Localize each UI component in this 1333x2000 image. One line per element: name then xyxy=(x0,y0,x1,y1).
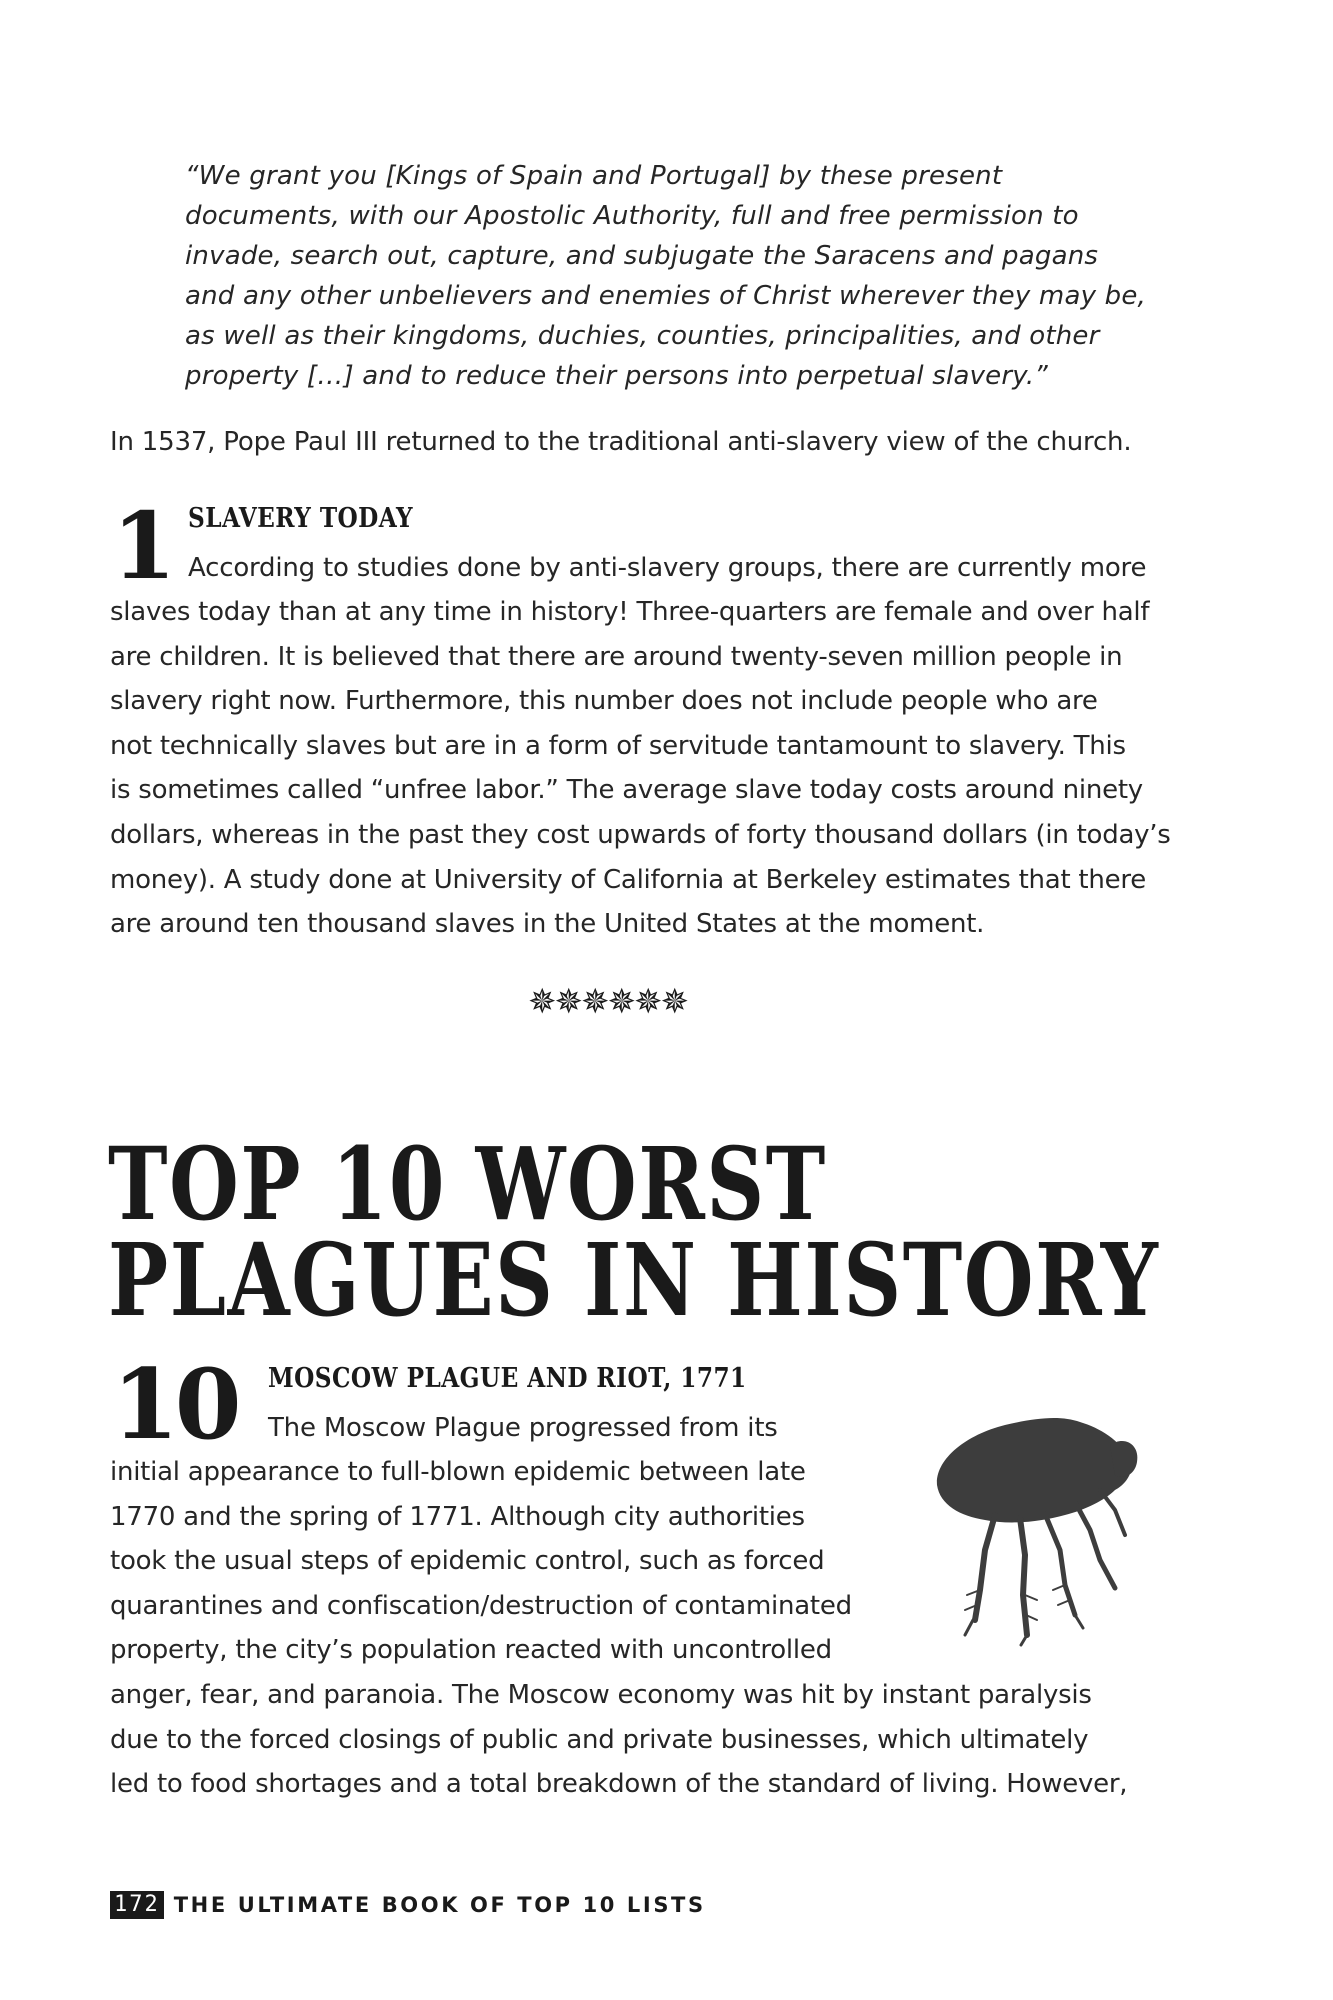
page-footer xyxy=(110,1890,706,1920)
quote-line: invade, search out, capture, and subjugate the Saracens and pagans xyxy=(185,241,1099,271)
entry-body xyxy=(110,590,1171,947)
body-line: are children. It is believed that there are around twenty-seven million people in xyxy=(110,641,1123,672)
entry-heading: SLAVERY TODAY xyxy=(188,503,414,534)
body-line: is sometimes called “unfree labor.” The average slave today costs around ninety xyxy=(110,775,1143,806)
body-line: anger, fear, and paranoia. The Moscow economy was hit by instant paralysis xyxy=(110,1680,1092,1710)
quote-line: and any other unbelievers and enemies of Christ wherever they may be, xyxy=(185,281,1146,311)
quote-line: as well as their kingdoms, duchies, counties, principalities, and other xyxy=(185,321,1100,351)
body-line: slaves today than at any time in history! Three-quarters are female and over half xyxy=(110,597,1150,627)
entry-number-dropcap: 1 xyxy=(112,492,177,600)
closing-paragraph: In 1537, Pope Paul III returned to the traditional anti-slavery view of the church. xyxy=(110,427,1132,457)
entry-heading: MOSCOW PLAGUE AND RIOT, 1771 xyxy=(268,1363,747,1394)
body-line: led to food shortages and a total breakdown of the standard of living. However, xyxy=(110,1769,1128,1800)
body-line: property, the city’s population reacted with uncontrolled xyxy=(110,1635,832,1666)
section-ornament: ✵✵✵✵✵✵ xyxy=(528,982,687,1022)
entry-first-line: According to studies done by anti-slavery groups, there are currently more xyxy=(188,553,1147,583)
quote-line: property […] and to reduce their persons into perpetual slavery.” xyxy=(185,361,1048,391)
entry-body-wide xyxy=(110,1673,1150,1807)
entry-first-line: The Moscow Plague progressed from its xyxy=(268,1413,778,1443)
flea-illustration xyxy=(925,1390,1145,1650)
body-line: initial appearance to full-blown epidemic between late xyxy=(110,1457,806,1487)
body-line: are around ten thousand slaves in the United States at the moment. xyxy=(110,909,985,940)
entry-number-dropcap: 10 xyxy=(112,1348,238,1461)
book-title: THE ULTIMATE BOOK OF TOP 10 LISTS xyxy=(173,1893,706,1917)
body-line: money). A study done at University of California at Berkeley estimates that there xyxy=(110,864,1146,895)
body-line: 1770 and the spring of 1771. Although city authorities xyxy=(110,1501,805,1532)
body-line: dollars, whereas in the past they cost upwards of forty thousand dollars (in today’s xyxy=(110,819,1171,850)
chapter-title-line: TOP 10 WORST xyxy=(108,1125,827,1243)
page-number: 172 xyxy=(110,1891,164,1919)
quote-line: documents, with our Apostolic Authority, full and free permission to xyxy=(185,201,1079,231)
body-line: took the usual steps of epidemic control, such as forced xyxy=(110,1546,825,1577)
chapter-title xyxy=(108,1125,1160,1339)
block-quote xyxy=(185,156,1146,396)
body-line: not technically slaves but are in a form of servitude tantamount to slavery. This xyxy=(110,730,1126,761)
quote-line: “We grant you [Kings of Spain and Portugal] by these present xyxy=(185,161,1003,191)
entry-body-narrow xyxy=(110,1450,870,1673)
body-line: quarantines and confiscation/destruction of contaminated xyxy=(110,1590,852,1621)
body-line: due to the forced closings of public and private businesses, which ultimately xyxy=(110,1724,1089,1755)
body-line: slavery right now. Furthermore, this number does not include people who are xyxy=(110,686,1098,717)
chapter-title-line: PLAGUES IN HISTORY xyxy=(108,1221,1160,1339)
